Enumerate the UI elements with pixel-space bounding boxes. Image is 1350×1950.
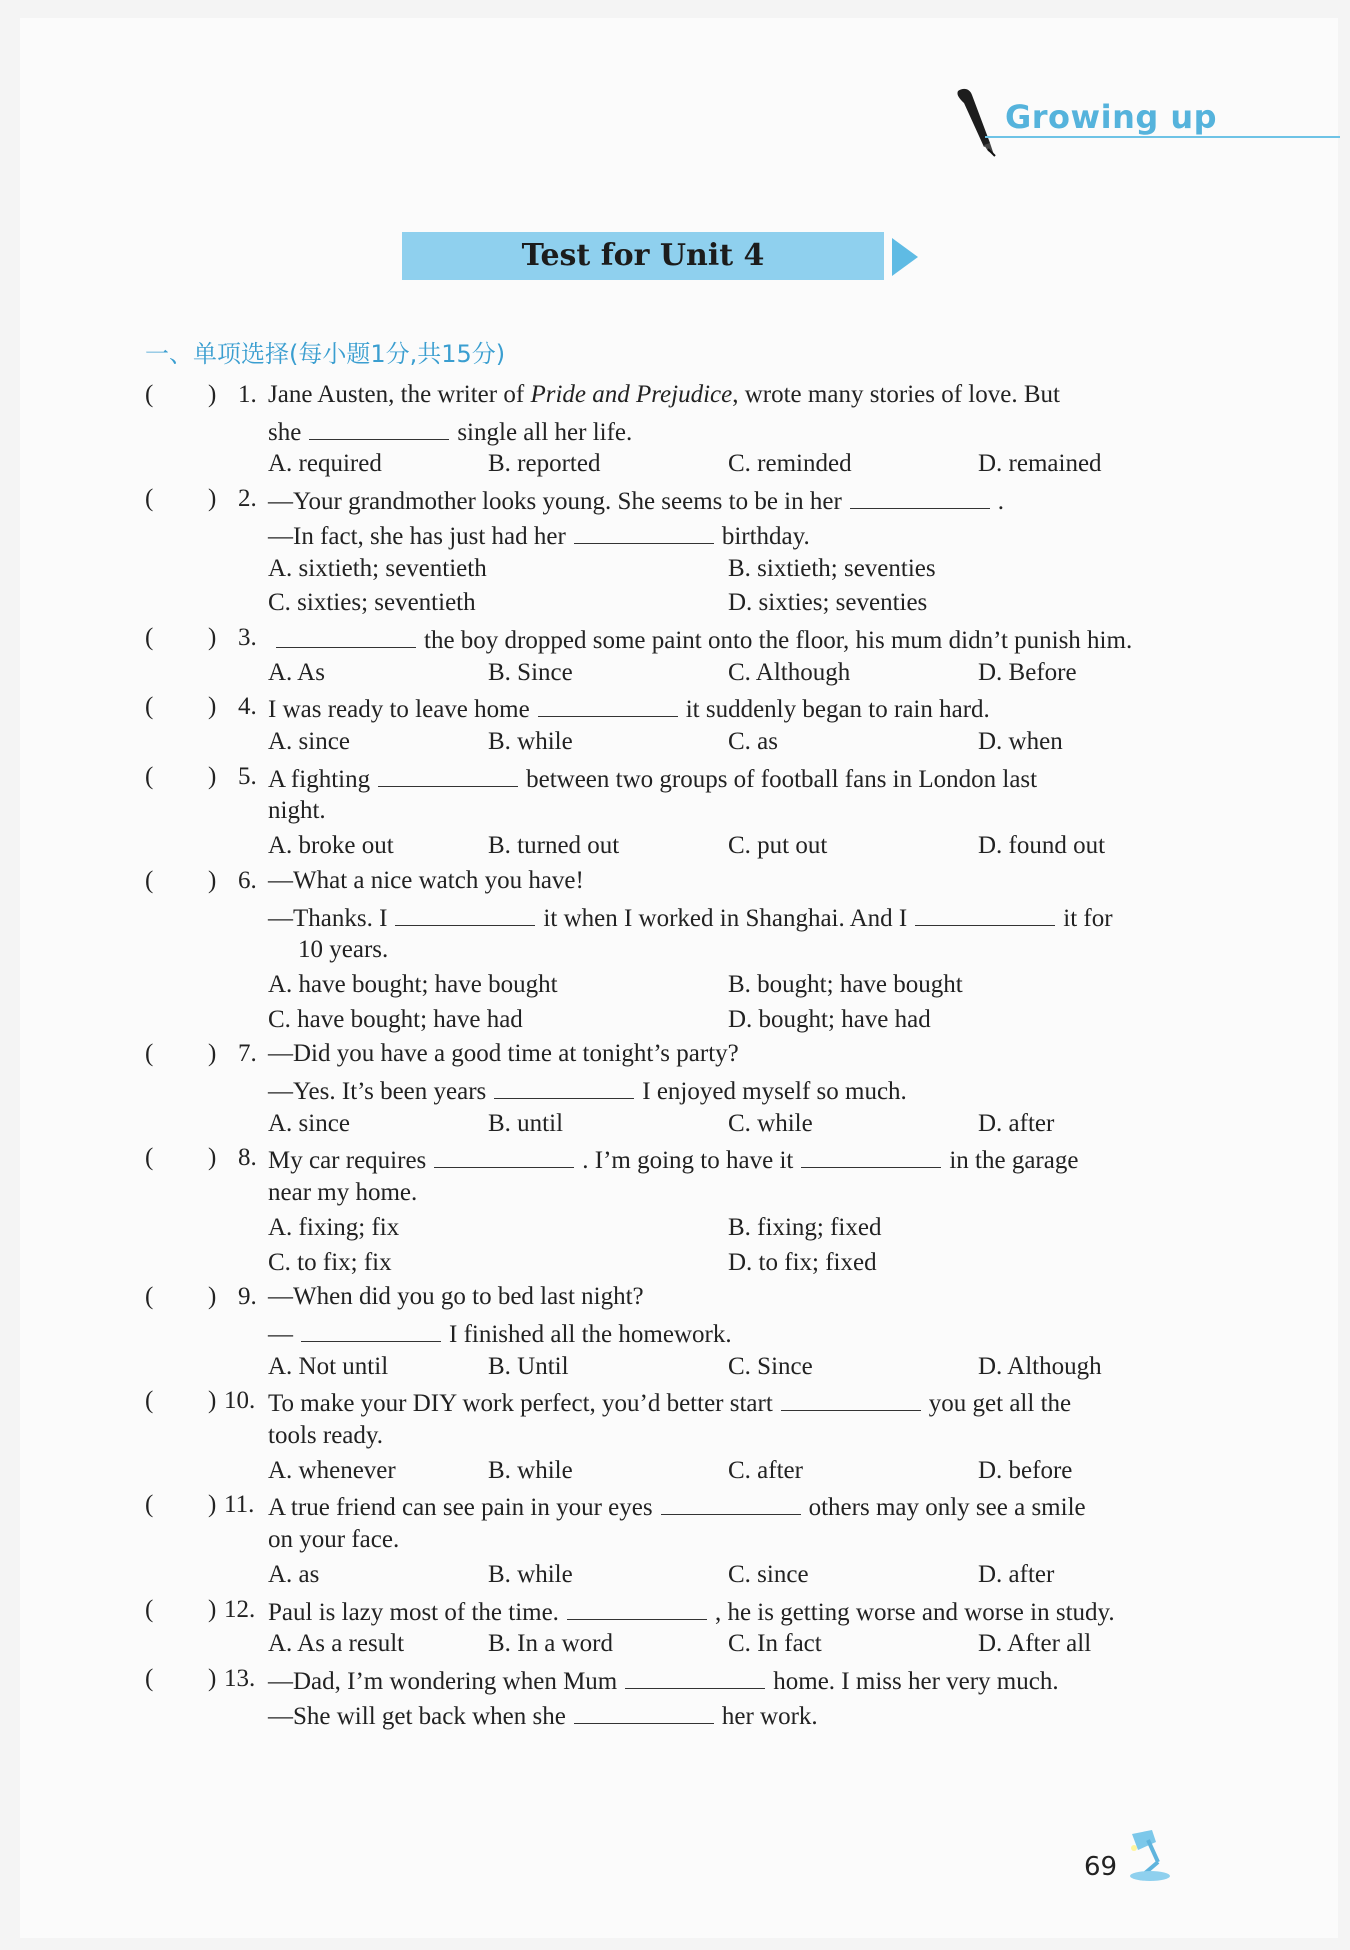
- stem-text: —She will get back when she: [268, 1702, 566, 1730]
- question-stem-line: [268, 517, 810, 551]
- question-number: 7.: [238, 1040, 257, 1068]
- answer-paren-open: (: [145, 1595, 154, 1623]
- stem-text: I finished all the homework.: [449, 1320, 732, 1348]
- answer-option[interactable]: A. since: [268, 1109, 350, 1137]
- answer-slot[interactable]: [168, 1662, 204, 1696]
- answer-slot[interactable]: [168, 760, 204, 794]
- answer-option[interactable]: B. while: [488, 728, 573, 755]
- question-number: 10.: [224, 1387, 256, 1415]
- answer-blank[interactable]: [309, 413, 449, 440]
- answer-option[interactable]: D. remained: [978, 450, 1102, 478]
- answer-blank[interactable]: [915, 899, 1055, 926]
- answer-paren-close: ): [208, 866, 217, 894]
- answer-option[interactable]: B. while: [488, 1560, 573, 1588]
- answer-option[interactable]: A. as: [268, 1560, 320, 1588]
- stem-text: you get all the: [928, 1390, 1072, 1418]
- stem-text: . I’m going to have it: [582, 1147, 794, 1175]
- stem-text: To make your DIY work perfect, you’d better start: [268, 1390, 773, 1418]
- stem-text: —Your grandmother looks young. She seems to be in her: [268, 488, 842, 516]
- stem-text: between two groups of football fans in London last: [526, 765, 1038, 793]
- answer-option[interactable]: A. fixing; fix: [268, 1213, 400, 1241]
- answer-option[interactable]: C. put out: [728, 832, 828, 860]
- answer-blank[interactable]: [538, 690, 678, 717]
- question-stem-line: [268, 378, 1060, 412]
- answer-blank[interactable]: [574, 1697, 714, 1724]
- answer-option[interactable]: D. after: [978, 1109, 1055, 1137]
- answer-option[interactable]: B. bought; have bought: [728, 970, 963, 998]
- question-number: 12.: [224, 1595, 256, 1623]
- test-title-banner: Test for Unit 4: [402, 232, 884, 280]
- answer-option[interactable]: A. since: [268, 728, 350, 755]
- answer-option[interactable]: D. before: [978, 1456, 1073, 1484]
- answer-option[interactable]: D. Although: [978, 1352, 1102, 1380]
- answer-blank[interactable]: [625, 1662, 765, 1689]
- desk-lamp-icon: [1122, 1826, 1180, 1882]
- answer-paren-close: ): [208, 1595, 217, 1623]
- answer-option[interactable]: D. found out: [978, 832, 1106, 860]
- stem-text: I was ready to leave home: [268, 696, 530, 724]
- question-stem-line: [268, 899, 1113, 933]
- question-stem-line: [268, 1662, 1059, 1696]
- question-number: 2.: [238, 485, 257, 513]
- answer-paren-open: (: [145, 1387, 154, 1415]
- answer-slot[interactable]: [168, 621, 204, 655]
- answer-option[interactable]: C. as: [728, 728, 778, 755]
- answer-option[interactable]: B. turned out: [488, 832, 620, 860]
- stem-text: , he is getting worse and worse in study.: [714, 1598, 1115, 1626]
- question-stem-line: [268, 864, 584, 898]
- answer-blank[interactable]: [276, 621, 416, 648]
- answer-blank[interactable]: [567, 1593, 707, 1620]
- answer-option[interactable]: C. Since: [728, 1352, 813, 1380]
- question-stem-line: [268, 1384, 1071, 1418]
- answer-option[interactable]: C. sixties; seventieth: [268, 589, 476, 617]
- question-number: 9.: [238, 1283, 257, 1311]
- section-heading: 一、单项选择(每小题1分,共15分): [145, 340, 506, 368]
- answer-option[interactable]: C. to fix; fix: [268, 1248, 392, 1276]
- stem-text: on your face.: [268, 1526, 400, 1554]
- answer-slot[interactable]: [168, 690, 204, 724]
- stem-text: near my home.: [268, 1179, 418, 1207]
- answer-paren-open: (: [145, 1491, 154, 1519]
- answer-blank[interactable]: [378, 760, 518, 787]
- answer-slot[interactable]: [168, 1488, 204, 1522]
- question-stem-line: [268, 1488, 1086, 1522]
- answer-option[interactable]: D. bought; have had: [728, 1005, 931, 1033]
- question-number: 13.: [224, 1664, 256, 1692]
- answer-option[interactable]: A. broke out: [268, 832, 394, 860]
- answer-paren-close: ): [208, 381, 217, 408]
- answer-option[interactable]: B. sixtieth; seventies: [728, 554, 936, 582]
- stem-text: I enjoyed myself so much.: [642, 1078, 907, 1105]
- question-stem-line: [268, 482, 1004, 516]
- stem-text: tools ready.: [268, 1422, 384, 1449]
- stem-text: the boy dropped some paint onto the floor, his mum didn’t punish him.: [424, 626, 1133, 654]
- question-stem-line: [268, 1037, 739, 1071]
- answer-slot[interactable]: [168, 378, 204, 412]
- answer-paren-close: ): [208, 1040, 217, 1068]
- answer-option[interactable]: A. As: [268, 658, 325, 686]
- answer-paren-open: (: [145, 762, 154, 790]
- fountain-pen-icon: [950, 85, 1000, 157]
- stem-text: My car requires: [268, 1147, 427, 1175]
- answer-option[interactable]: C. In fact: [728, 1630, 822, 1658]
- answer-option[interactable]: B. In a word: [488, 1630, 613, 1658]
- stem-text: —Yes. It’s been years: [268, 1078, 487, 1105]
- stem-text: 10 years.: [298, 936, 389, 964]
- answer-slot[interactable]: [168, 864, 204, 898]
- question-number: 11.: [224, 1491, 255, 1519]
- question-number: 1.: [238, 381, 257, 408]
- answer-option[interactable]: A. sixtieth; seventieth: [268, 554, 487, 582]
- answer-blank[interactable]: [395, 899, 535, 926]
- answer-slot[interactable]: [168, 1384, 204, 1418]
- stem-text: —What a nice watch you have!: [268, 866, 584, 894]
- answer-paren-close: ): [208, 1387, 217, 1415]
- stem-text: she: [268, 418, 302, 446]
- answer-paren-open: (: [145, 866, 154, 894]
- stem-text: night.: [268, 797, 326, 825]
- answer-blank[interactable]: [574, 517, 714, 544]
- answer-paren-close: ): [208, 485, 217, 513]
- question-stem-line: [268, 1141, 1078, 1175]
- answer-slot[interactable]: [168, 1593, 204, 1627]
- answer-blank[interactable]: [850, 482, 990, 509]
- answer-option[interactable]: A. Not until: [268, 1352, 389, 1380]
- stem-text: A true friend can see pain in your eyes: [268, 1494, 653, 1522]
- stem-text: —In fact, she has just had her: [268, 522, 566, 550]
- question-number: 3.: [238, 623, 257, 651]
- answer-blank[interactable]: [801, 1141, 941, 1168]
- stem-text: —: [268, 1320, 293, 1348]
- stem-text: Jane Austen, the writer of: [268, 381, 531, 408]
- stem-text: —Thanks. I: [268, 904, 388, 932]
- answer-paren-close: ): [208, 1664, 217, 1692]
- question-stem-line: [268, 413, 632, 447]
- answer-paren-open: (: [145, 693, 154, 721]
- answer-option[interactable]: D. after: [978, 1560, 1055, 1588]
- stem-text: home. I miss her very much.: [773, 1667, 1059, 1695]
- answer-option[interactable]: A. whenever: [268, 1456, 396, 1484]
- answer-blank[interactable]: [301, 1315, 441, 1342]
- stem-text: it suddenly began to rain hard.: [685, 696, 990, 724]
- question-stem-line: [268, 1280, 644, 1314]
- answer-option[interactable]: C. reminded: [728, 450, 852, 478]
- stem-text: others may only see a smile: [808, 1494, 1086, 1522]
- stem-text: birthday.: [721, 522, 810, 550]
- question-stem-line: [298, 933, 388, 967]
- stem-text: it for: [1063, 904, 1113, 932]
- answer-slot[interactable]: [168, 482, 204, 516]
- stem-text: single all her life.: [457, 418, 633, 446]
- book-title-text: Pride and Prejudice: [530, 381, 733, 408]
- stem-text: it when I worked in Shanghai. And I: [543, 904, 908, 932]
- answer-option[interactable]: C. after: [728, 1456, 803, 1484]
- answer-option[interactable]: B. reported: [488, 450, 601, 478]
- stem-text: —Did you have a good time at tonight’s party?: [268, 1040, 739, 1068]
- answer-option[interactable]: C. Although: [728, 658, 851, 686]
- answer-option[interactable]: A. required: [268, 450, 382, 478]
- answer-option[interactable]: C. have bought; have had: [268, 1005, 523, 1033]
- answer-slot[interactable]: [168, 1037, 204, 1071]
- stem-text: Paul is lazy most of the time.: [268, 1598, 559, 1626]
- answer-option[interactable]: C. while: [728, 1109, 813, 1137]
- answer-option[interactable]: D. sixties; seventies: [728, 589, 928, 617]
- stem-text: , wrote many stories of love. But: [732, 381, 1060, 408]
- answer-paren-open: (: [145, 1144, 154, 1172]
- stem-text: in the garage: [949, 1147, 1079, 1175]
- answer-paren-open: (: [145, 485, 154, 513]
- banner-arrow-icon: [892, 238, 918, 276]
- page-header: [0, 0, 1350, 160]
- answer-option[interactable]: C. since: [728, 1560, 809, 1588]
- answer-option[interactable]: D. Before: [978, 658, 1077, 686]
- page-sheet: [20, 18, 1338, 1938]
- answer-paren-close: ): [208, 693, 217, 721]
- stem-text: .: [997, 488, 1005, 516]
- answer-paren-close: ): [208, 1491, 217, 1519]
- answer-slot[interactable]: [168, 1141, 204, 1175]
- answer-option[interactable]: D. to fix; fixed: [728, 1248, 877, 1276]
- stem-text: her work.: [721, 1702, 818, 1730]
- answer-paren-close: ): [208, 1283, 217, 1311]
- question-stem-line: [268, 760, 1037, 794]
- answer-option[interactable]: B. Since: [488, 658, 573, 686]
- answer-paren-close: ): [208, 623, 217, 651]
- answer-option[interactable]: D. when: [978, 728, 1063, 755]
- answer-paren-open: (: [145, 381, 154, 408]
- question-stem-line: [268, 1176, 417, 1210]
- question-stem-line: [268, 621, 1132, 655]
- question-stem-line: [268, 1593, 1115, 1627]
- answer-option[interactable]: B. while: [488, 1456, 573, 1484]
- answer-paren-open: (: [145, 1664, 154, 1692]
- answer-paren-open: (: [145, 623, 154, 651]
- question-number: 8.: [238, 1144, 257, 1172]
- answer-paren-close: ): [208, 762, 217, 790]
- question-stem-line: [268, 1523, 399, 1557]
- stem-text: —When did you go to bed last night?: [268, 1283, 644, 1311]
- header-rule: [985, 136, 1340, 138]
- answer-option[interactable]: A. As a result: [268, 1630, 405, 1658]
- stem-text: —Dad, I’m wondering when Mum: [268, 1667, 618, 1695]
- answer-paren-close: ): [208, 1144, 217, 1172]
- stem-text: A fighting: [268, 765, 371, 793]
- question-stem-line: [268, 690, 990, 724]
- question-number: 4.: [238, 693, 257, 721]
- answer-blank[interactable]: [661, 1488, 801, 1515]
- answer-option[interactable]: B. fixing; fixed: [728, 1213, 882, 1241]
- answer-paren-open: (: [145, 1283, 154, 1311]
- question-stem-line: [268, 1419, 383, 1453]
- question-number: 5.: [238, 762, 257, 790]
- answer-option[interactable]: D. After all: [978, 1630, 1092, 1658]
- answer-blank[interactable]: [494, 1072, 634, 1099]
- page-number: 69: [1084, 1852, 1118, 1882]
- answer-option[interactable]: B. Until: [488, 1352, 569, 1380]
- answer-paren-open: (: [145, 1040, 154, 1068]
- question-stem-line: [268, 1697, 818, 1731]
- answer-blank[interactable]: [434, 1141, 574, 1168]
- question-stem-line: [268, 1315, 732, 1349]
- answer-slot[interactable]: [168, 1280, 204, 1314]
- question-stem-line: [268, 794, 326, 828]
- answer-blank[interactable]: [781, 1384, 921, 1411]
- question-number: 6.: [238, 866, 257, 894]
- answer-option[interactable]: B. until: [488, 1109, 564, 1137]
- question-stem-line: [268, 1072, 907, 1106]
- answer-option[interactable]: A. have bought; have bought: [268, 970, 558, 998]
- unit-header-title: Growing up: [1005, 98, 1218, 136]
